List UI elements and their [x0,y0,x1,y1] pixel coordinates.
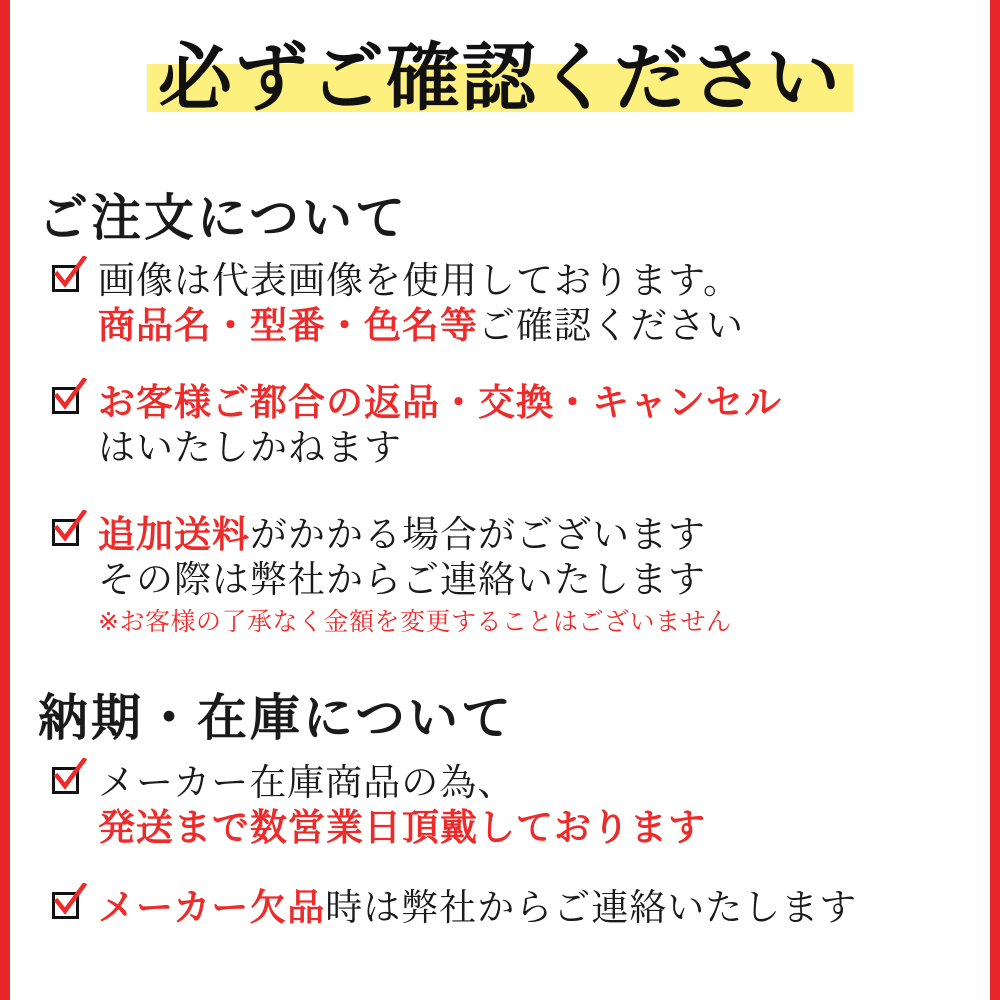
list-item-line: 発送まで数営業日頂戴しております [98,806,706,850]
check-mark-icon [51,883,87,919]
list-item-text [98,760,970,850]
list-item-line [98,303,970,348]
list-item-line: 画像は代表画像を使用しております。 [98,259,742,302]
list-item-text [98,885,970,930]
emphasis-text: 商品名・型番・色名等 [98,304,478,348]
page-title: 必ずご確認ください [158,35,842,121]
check-mark-icon [51,378,87,414]
list-item [50,258,970,348]
emphasis-text: メーカー欠品 [98,886,326,929]
right-red-bar [990,0,1000,1000]
normal-text: 時は弊社からご連絡いたします [325,886,858,929]
left-red-bar [0,0,10,1000]
page-title-block [10,36,990,121]
checkbox-checked-icon [50,262,84,296]
list-item [50,760,970,850]
check-mark-icon [51,758,87,794]
normal-text: がかかる場合がございます [250,513,706,556]
notice-content [10,0,990,1000]
checkbox-checked-icon [50,516,84,550]
checkbox-checked-icon [50,889,84,923]
list-item [50,380,970,470]
normal-text: ご確認ください [478,304,744,348]
list-item-line: メーカー在庫商品の為、 [98,761,516,804]
checkbox-checked-icon [50,384,84,418]
list-item-line: その際は弊社からご連絡いたします [98,558,706,602]
checkbox-checked-icon [50,764,84,798]
list-item-line [98,885,970,930]
list-item-note: ※お客様の了承なく金額を変更することはございません [98,607,732,637]
section-heading-delivery: 納期・在庫について [38,689,514,747]
list-item-line: お客様ご都合の返品・交換・キャンセル [98,381,782,424]
list-item [50,512,970,638]
list-item [50,885,970,930]
check-mark-icon [51,256,87,292]
list-item-text [98,512,970,602]
emphasis-text: 追加送料 [98,513,250,556]
check-mark-icon [51,510,87,546]
section-heading-order: ご注文について [38,189,408,247]
list-item-line [98,512,970,557]
list-item-text [98,380,970,470]
list-item-text [98,258,970,348]
list-item-line: はいたしかねます [98,426,402,470]
